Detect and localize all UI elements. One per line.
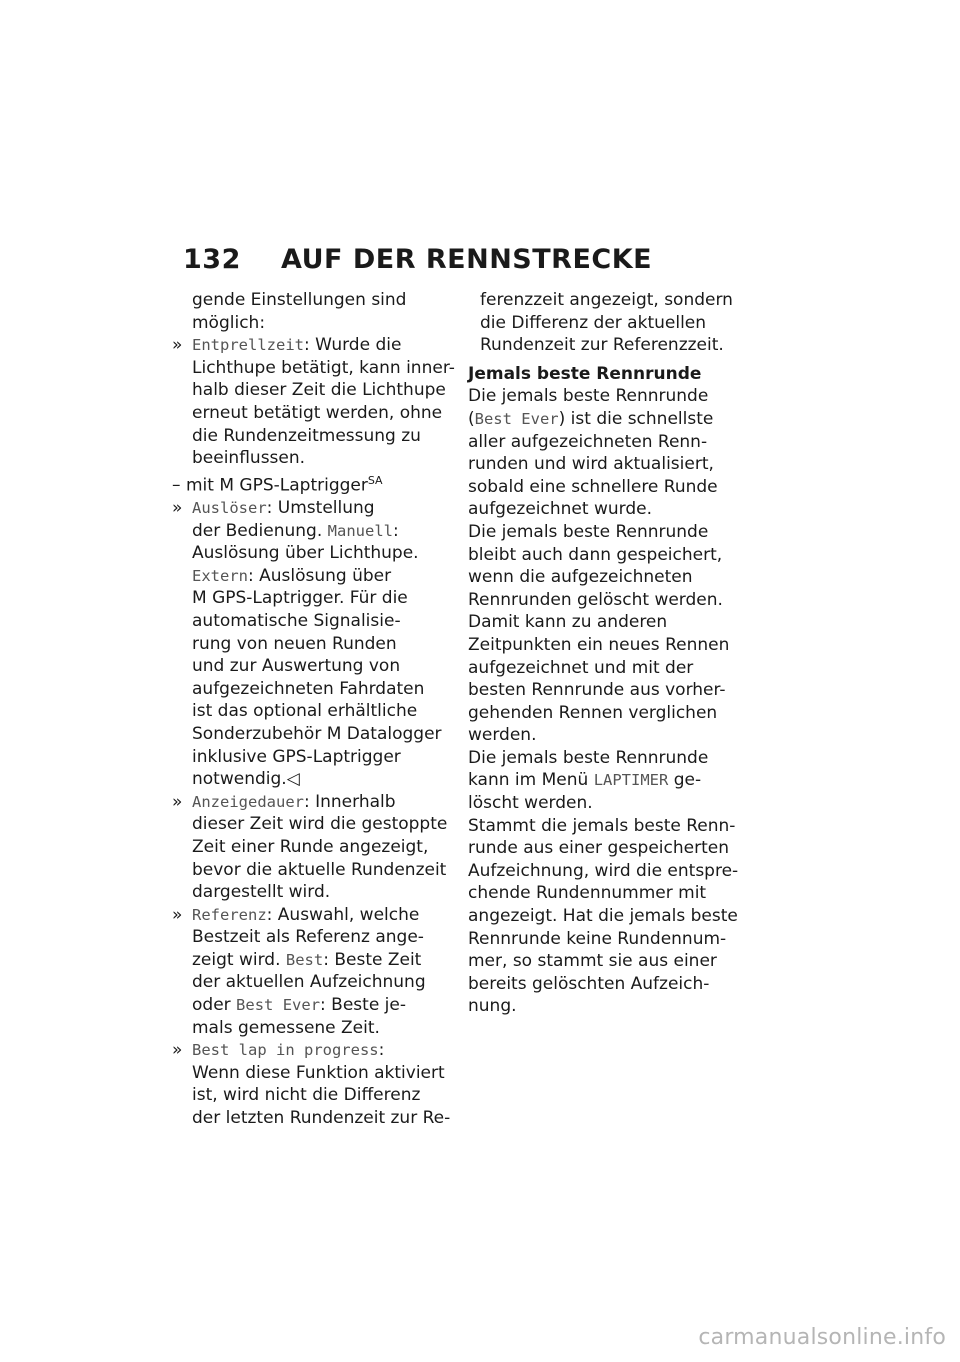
text-line: mer, so stammt sie aus einer	[468, 951, 717, 972]
text-line: dargestellt wird.	[192, 882, 331, 903]
list-item-referenz: » Referenz: Auswahl, welche	[172, 904, 420, 925]
page-header	[183, 244, 743, 275]
text-line: Auslösung über Lichthupe.	[192, 543, 419, 564]
text-line: runden und wird aktualisiert,	[468, 454, 714, 475]
menu-code: Manuell	[327, 521, 393, 540]
text-line: angezeigt. Hat die jemals beste	[468, 906, 738, 927]
text-line: Extern: Auslösung über	[192, 565, 392, 586]
bullet: »	[172, 904, 183, 925]
menu-code: Referenz	[192, 905, 267, 924]
menu-code: Best Ever	[236, 996, 321, 1015]
text-line: (Best Ever) ist die schnellste	[468, 408, 714, 429]
text-line: Lichthupe betätigt, kann inner-	[192, 357, 455, 378]
menu-code: Best	[285, 950, 324, 969]
text-line: chende Rundennummer mit	[468, 883, 707, 904]
menu-code: Extern	[192, 566, 248, 585]
text-line: Aufzeichnung, wird die entspre-	[468, 860, 739, 881]
text-line: ist das optional erhältliche	[192, 701, 418, 722]
list-item-entprellzeit: » Entprellzeit: Wurde die	[172, 335, 402, 356]
menu-code: Auslöser	[192, 499, 267, 517]
text-line: Damit kann zu anderen	[468, 612, 668, 633]
text-line: der aktuellen Aufzeichnung	[192, 972, 426, 993]
bullet: »	[172, 1040, 183, 1061]
text-line: erneut betätigt werden, ohne	[192, 402, 443, 423]
text-line: Zeitpunkten ein neues Rennen	[468, 634, 730, 655]
text-line: werden.	[468, 725, 537, 746]
text-line: rung von neuen Runden	[192, 633, 397, 654]
text-line: möglich:	[192, 312, 266, 333]
text-line: Rennrunden gelöscht werden.	[468, 589, 723, 610]
text-line: oder Best Ever: Beste je-	[192, 995, 407, 1016]
menu-code: Anzeigedauer	[192, 792, 304, 811]
text-line: halb dieser Zeit die Lichthupe	[192, 380, 446, 401]
text-line: M GPS-Laptrigger. Für die	[192, 588, 408, 609]
sa-superscript: SA	[367, 473, 383, 487]
text-line: gende Einstellungen sind	[192, 290, 407, 310]
text-line: zeigt wird. Best: Beste Zeit	[192, 949, 422, 970]
menu-code: Best Ever	[474, 409, 559, 428]
text-line: automatische Signalisie-	[192, 610, 401, 631]
text-line: löscht werden.	[468, 793, 593, 814]
text-line: nung.	[468, 996, 517, 1017]
text-line: Wenn diese Funktion aktiviert	[192, 1062, 445, 1083]
menu-code: Entprellzeit	[192, 336, 304, 355]
text-line: Bestzeit als Referenz ange-	[192, 927, 424, 948]
text-line: sobald eine schnellere Runde	[468, 476, 718, 497]
text-line: Sonderzubehör M Datalogger	[192, 723, 442, 744]
text-line: Stammt die jemals beste Renn-	[468, 815, 736, 836]
text-line: der letzten Rundenzeit zur Re-	[192, 1108, 451, 1129]
text-line: notwendig.◁	[192, 769, 300, 790]
text-line: die Rundenzeitmessung zu	[192, 425, 421, 446]
text-line: kann im Menü LAPTIMER ge-	[468, 770, 702, 791]
watermark: carmanualsonline.info	[698, 1325, 946, 1350]
text-line: bevor die aktuelle Rundenzeit	[192, 859, 447, 880]
list-item-ausloeser: » Auslöser: Umstellung	[172, 498, 375, 518]
text-line: runde aus einer gespeicherten	[468, 838, 730, 859]
text-line: Die jemals beste Rennrunde	[468, 747, 709, 768]
text-line: gehenden Rennen verglichen	[468, 702, 718, 723]
text-line: der Bedienung. Manuell:	[192, 520, 399, 541]
text-line: ist, wird nicht die Differenz	[192, 1085, 421, 1106]
page-title: AUF DER RENNSTRECKE	[281, 244, 653, 275]
list-item-bestlap: » Best lap in progress:	[172, 1040, 385, 1061]
section-heading: Jemals beste Rennrunde	[468, 363, 702, 384]
text-line: bereits gelöschten Aufzeich-	[468, 973, 710, 994]
text-line: und zur Auswertung von	[192, 656, 401, 677]
bullet: »	[172, 498, 183, 518]
text-line: inklusive GPS-Laptrigger	[192, 746, 401, 767]
right-column	[468, 289, 740, 1018]
list-item-gps: – mit M GPS-Laptrigger$^{SA}$	[172, 473, 383, 496]
text-line: Rundenzeit zur Referenzzeit.	[480, 335, 724, 356]
text-line: aufgezeichnet wurde.	[468, 499, 652, 520]
text-line: bleibt auch dann gespeichert,	[468, 544, 723, 565]
text-line: Rennrunde keine Rundennum-	[468, 928, 727, 949]
text-line: aufgezeichnet und mit der	[468, 657, 694, 678]
text-line: Die jemals beste Rennrunde	[468, 386, 709, 407]
bullet: »	[172, 335, 183, 356]
left-column	[172, 289, 455, 1130]
text-line: aller aufgezeichneten Renn-	[468, 431, 708, 452]
end-mark-icon: ◁	[286, 769, 300, 790]
menu-code: Best lap in progress	[192, 1041, 379, 1060]
menu-code: LAPTIMER	[593, 771, 669, 790]
text-line: besten Rennrunde aus vorher-	[468, 680, 726, 701]
text-line: Zeit einer Runde angezeigt,	[192, 836, 429, 857]
dash: –	[172, 475, 181, 496]
text-line: beeinflussen.	[192, 448, 306, 469]
text-line: die Differenz der aktuellen	[480, 312, 707, 333]
page-number: 132	[183, 244, 241, 275]
bullet: »	[172, 791, 183, 812]
text-line: dieser Zeit wird die gestoppte	[192, 814, 448, 835]
text-line: wenn die aufgezeichneten	[468, 567, 693, 588]
text-line: aufgezeichneten Fahrdaten	[192, 678, 425, 699]
list-item-anzeigedauer: » Anzeigedauer: Innerhalb	[172, 791, 396, 812]
text-line: mals gemessene Zeit.	[192, 1017, 380, 1038]
text-line: ferenzzeit angezeigt, sondern	[480, 290, 733, 310]
text-line: Die jemals beste Rennrunde	[468, 521, 709, 542]
